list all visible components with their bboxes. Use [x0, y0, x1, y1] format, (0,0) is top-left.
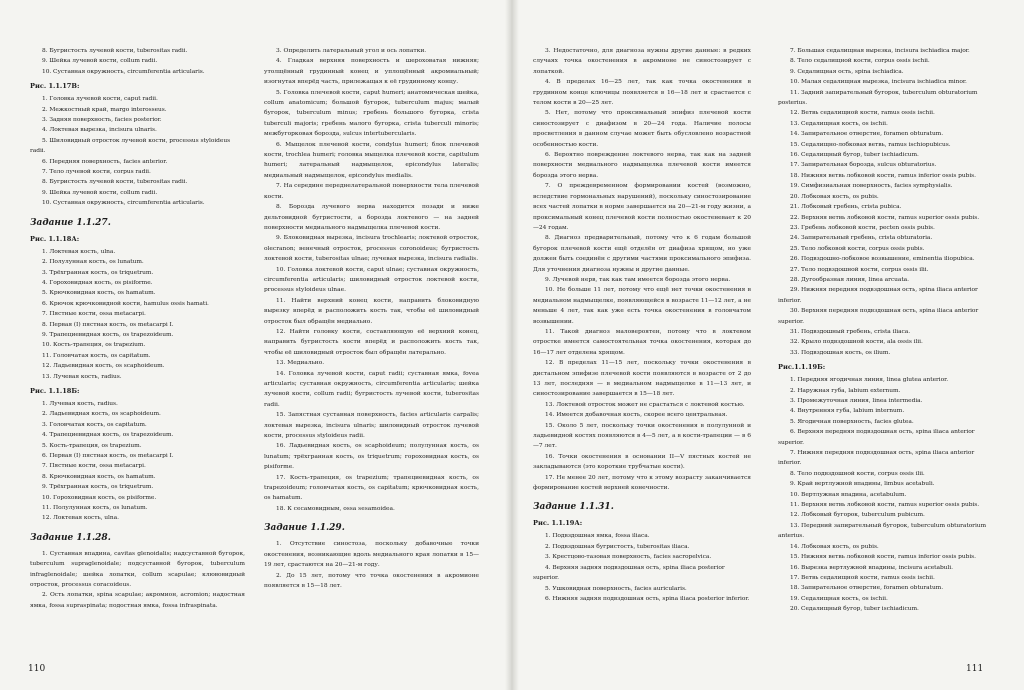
- list-item: 12. Ладьевидная кость, os scaphoideum.: [42, 363, 165, 370]
- answer-paragraph: 11. Такой диагноз маловероятен, потому что в локтевом отростке имеется самостоятельная точка окостенения, которая до 16—17 лет отделена хрящом.: [533, 328, 751, 356]
- list-item: 13. Лучевая кость, radius.: [42, 373, 122, 380]
- list-item: 28. Дугообразная линия, linea arcuata.: [790, 276, 909, 283]
- list-item: 27. Тело подвздошной кости, corpus ossis ilii.: [790, 266, 929, 273]
- list-item: 2. Наружная губа, labium externum.: [790, 387, 901, 394]
- list-item: 13. Передний запирательный бугорок, tuberculum obturatorium anterius.: [778, 522, 987, 540]
- list-item: 3. Задняя поверхность, facies posterior.: [42, 117, 162, 124]
- list-item: 1. Головка лучевой кости, caput radii.: [42, 96, 158, 103]
- list-item: 7. Тело лучевой кости, corpus radii.: [42, 169, 151, 176]
- list-item: 2. Полулунная кость, os lunatum.: [42, 259, 144, 266]
- answer-paragraph: 13. Медиально.: [276, 360, 325, 367]
- list-item: 1. Передняя ягодичная линия, linea glutea anterior.: [790, 377, 949, 384]
- list-item: 18. Запирательное отверстие, foramen obturatum.: [790, 585, 944, 592]
- list-item: 23. Гребень лобковой кости, pecten ossis pubis.: [790, 224, 935, 231]
- answer-paragraph: 10. Головка локтевой кости, caput ulnae; суставная окружность, circumferentia articularis; шиловидный отросток локтевой кости, processus styloideus ulnae.: [264, 266, 479, 294]
- answer-paragraph: 1. Суставная впадина, cavitas glenoidalis; надсуставной бугорок, tuberculum supraglenoidale; подсуставной бугорок, tuberculum infraglenoidale; шейка лопатки, collum scapulae; клювовидный отросток, processus coracoideus.: [30, 550, 245, 589]
- answer-paragraph: 5. Нет, потому что проксимальный эпифиз плечевой кости синостозирует с диафизом в 20—24 года. Наличие полосы просветления в данном случае может быть обусловлено возрастной особенностью кости.: [533, 110, 751, 148]
- list-item: 8. Тело седалищной кости, corpus ossis ischii.: [790, 58, 930, 65]
- list-item: 25. Тело лобковой кости, corpus ossis pubis.: [790, 245, 925, 252]
- list-item: 10. Суставная окружность, circumferentia articularis.: [42, 68, 205, 75]
- list-item: 4. Внутренняя губа, labium internum.: [790, 408, 905, 415]
- book-spine: [505, 0, 519, 690]
- list-item: 11. Полулунная кость, os lunatum.: [42, 505, 148, 512]
- list-item: 6. Нижняя задняя подвздошная ость, spina iliaca posterior inferior.: [545, 595, 750, 602]
- answer-paragraph: 4. Гладкая верхняя поверхность и шероховатая нижняя; утолщённый грудинный конец и уплощённый акромиальный; изогнутая вперёд часть, прилежащая к её грудинному концу.: [264, 58, 479, 86]
- list-item: 20. Седалищный бугор, tuber ischiadicum.: [790, 606, 919, 613]
- list-item: 6. Первая (I) пястная кость, os metacarpi I.: [42, 453, 174, 459]
- list-item: 19. Симфизиальная поверхность, facies symphysialis.: [790, 183, 953, 190]
- answer-paragraph: 8. Диагноз предварительный, потому что к 6 годам большой бугорок плечевой кости ещё отделён от диафиза хрящом, но уже должен быть соединён с другими частями проксимального эпифиза. Для уточнения диагноза нужны и другие данные.: [533, 235, 751, 273]
- answer-paragraph: 12. Найти головку кости, составляющую её верхний конец, направить бугристость кости вперёд и расположить кость так, чтобы её шиловидный отросток был обращён латерально.: [264, 328, 479, 356]
- list-item: 10. Кость-трапеция, os trapezium.: [42, 342, 146, 349]
- list-item: 14. Запирательное отверстие, foramen obturatum.: [790, 131, 944, 138]
- list-item: 15. Седалищно-лобковая ветвь, ramus ischiopubicus.: [790, 141, 951, 148]
- list-item: 2. Подвздошная бугристость, tuberositas iliaca.: [545, 543, 690, 550]
- answer-paragraph: 14. Имеется добавочная кость, скорее всего центральная.: [545, 412, 728, 419]
- list-item: 12. Локтевая кость, ulna.: [42, 515, 119, 522]
- list-item: 14. Лобковая кость, os pubis.: [790, 543, 879, 550]
- list-item: 5. Шиловидный отросток лучевой кости, processus styloideus radii.: [30, 137, 231, 155]
- figure-heading: Рис. 1.1.18А:: [30, 234, 80, 243]
- answer-paragraph: 8. Борозда лучевого нерва находится позади и ниже дельтовидной бугристости, а борозда локтевого — на задней поверхности медиального надмыщелка плечевой кости.: [264, 204, 479, 231]
- answer-paragraph: 12. В пределах 11—15 лет, поскольку точки окостенения в дистальном эпифизе плечевой кости появляются в возрасте от 2 до 13 лет, последняя — в медиальном надмыщелке в 11—13 лет, и синостозирование завершается в 15—18 лет.: [533, 360, 751, 398]
- list-item: 3. Трёхгранная кость, os triquetrum.: [42, 269, 154, 276]
- list-item: 10. Вертлужная впадина, acetabulum.: [790, 491, 907, 498]
- list-item: 29. Нижняя передняя подвздошная ость, spina iliaca anterior inferior.: [778, 287, 978, 304]
- list-item: 9. Трёхгранная кость, os triquetrum.: [42, 484, 154, 491]
- answer-paragraph: 17. Кость-трапеция, os trapezium; трапециевидная кость, os trapezoideum; головчатая кость, os capitatum; крючковидная кость, os hamatum.: [264, 474, 479, 502]
- list-item: 5. Ушковидная поверхность, facies auricularis.: [545, 585, 687, 592]
- list-item: 33. Подвздошная кость, os ilium.: [790, 349, 891, 356]
- list-item: 5. Ягодичная поверхность, facies glutea.: [790, 418, 914, 425]
- figure-heading: Рис.1.1.19Б:: [778, 363, 826, 372]
- answer-paragraph: 16. Точки окостенения в основании II—V пястных костей не закладываются (это короткие трубчатые кости).: [533, 453, 751, 471]
- answer-paragraph: 2. Ость лопатки, spina scapulae; акромион, acromion; надостная ямка, fossa supraspinata; подостная ямка, fossa infraspinata.: [30, 592, 245, 609]
- list-item: 8. Бугристость лучевой кости, tuberositas radii.: [42, 48, 188, 54]
- list-item: 11. Верхняя ветвь лобковой кости, ramus superior ossis pubis.: [790, 502, 980, 509]
- list-item: 2. Межкостный край, margo interosseus.: [42, 106, 167, 113]
- answer-paragraph: 17. Не менее 20 лет, потому что к этому возрасту заканчивается формирование костей верхней конечности.: [533, 474, 751, 492]
- list-item: 1. Локтевая кость, ulna.: [42, 248, 116, 255]
- list-item: 17. Ветвь седалищной кости, ramus ossis ischii.: [790, 574, 935, 581]
- list-item: 21. Лобковый гребень, crista pubica.: [790, 204, 902, 211]
- list-item: 9. Шейка лучевой кости, collum radii.: [42, 58, 158, 65]
- list-item: 9. Трапециевидная кость, os trapezoideum.: [42, 331, 174, 338]
- list-item: 9. Седалищная ость, spina ischiadica.: [790, 68, 904, 75]
- answer-paragraph: 9. Лучевой нерв, так как там имеется борозда этого нерва.: [545, 276, 731, 283]
- list-item: 12. Лобковый бугорок, tuberculum pubicum.: [790, 512, 925, 519]
- list-item: 4. Трапециевидная кость, os trapezoideum.: [42, 432, 174, 439]
- list-item: 13. Седалищная кость, os ischii.: [790, 120, 888, 127]
- answer-paragraph: 15. Запястная суставная поверхность, facies articularis carpalis; локтевая вырезка, incisura ulnaris; шиловидный отросток лучевой кости, processus styloideus radii.: [264, 412, 479, 440]
- answer-paragraph: 11. Найти верхний конец кости, направить блоковидную вырезку вперёд и расположить кость так, чтобы её шиловидный отросток был обращён медиально.: [264, 297, 479, 325]
- list-item: 22. Верхняя ветвь лобковой кости, ramus superior ossis pubis.: [790, 214, 980, 221]
- list-item: 11. Головчатая кость, os capitatum.: [42, 352, 151, 359]
- list-item: 32. Крыло подвздошной кости, ala ossis ilii.: [790, 339, 923, 346]
- list-item: 10. Малая седалищная вырезка, incisura ischiadica minor.: [790, 79, 967, 86]
- answer-paragraph: 7. О преждевременном формировании костей (возможно, вследствие гормональных нарушений), поскольку синостозирование всех частей лопатки в норме завершается на 20—21-м году жизни, а проксимальный конец плечевой кости полностью окостеневает к 20—24 годам.: [533, 183, 751, 231]
- figure-heading: Рис. 1.1.18Б:: [30, 386, 80, 395]
- list-item: 6. Крючок крючковидной кости, hamulus ossis hamati.: [42, 300, 209, 307]
- list-item: 19. Седалищная кость, os ischii.: [790, 595, 888, 602]
- left-page-number: 110: [28, 664, 46, 674]
- answer-paragraph: 16. Ладьевидная кость, os scaphoideum; полулунная кость, os lunatum; трёхгранная кость, os triquetrum; гороховидная кость, os pisiforme.: [264, 443, 479, 471]
- list-item: 1. Лучевая кость, radius.: [42, 400, 118, 407]
- answer-paragraph: 6. Мыщелок плечевой кости, condylus humeri; блок плечевой кости, trochlea humeri; головка мыщелка плечевой кости, capitulum humeri; латеральный надмыщелок, epicondylus lateralis; медиальный надмыщелок, epicondylus medialis.: [264, 141, 479, 179]
- list-item: 8. Крючковидная кость, os hamatum.: [42, 473, 156, 480]
- list-item: 11. Задний запирательный бугорок, tuberculum obturatorium posterius.: [778, 89, 978, 107]
- figure-heading: Рис. 1.1.19А:: [533, 519, 583, 528]
- list-item: 31. Подвздошный гребень, crista iliaca.: [790, 328, 911, 335]
- list-item: 5. Крючковидная кость, os hamatum.: [42, 290, 156, 297]
- list-item: 17. Запирательная борозда, sulcus obturatorius.: [790, 162, 937, 169]
- list-item: 12. Ветвь седалищной кости, ramus ossis ischii.: [790, 110, 935, 117]
- list-item: 6. Передняя поверхность, facies anterior.: [42, 158, 168, 165]
- list-item: 5. Кость-трапеция, os trapezium.: [42, 442, 142, 449]
- list-item: 9. Шейка лучевой кости, collum radii.: [42, 189, 158, 196]
- list-item: 20. Лобковая кость, os pubis.: [790, 193, 879, 200]
- list-item: 9. Край вертлужной впадины, limbus acetabuli.: [790, 481, 935, 488]
- left-page-column-2: [264, 46, 479, 591]
- list-item: 7. Большая седалищная вырезка, incisura ischiadica major.: [790, 48, 970, 54]
- answer-paragraph: 1. Отсутствие синостоза, поскольку добавочные точки окостенения, возникающие вдоль медиального края лопатки в 15—19 лет, срастаются на 20—21-м году.: [264, 541, 479, 569]
- list-item: 8. Тело подвздошной кости, corpus ossis ilii.: [790, 470, 925, 477]
- list-item: 16. Седалищный бугор, tuber ischiadicum.: [790, 152, 919, 159]
- list-item: 2. Ладьевидная кость, os scaphoideum.: [42, 411, 161, 418]
- list-item: 15. Нижняя ветвь лобковой кости, ramus inferior ossis pubis.: [790, 554, 976, 561]
- list-item: 24. Запирательный гребень, crista obturatoria.: [790, 235, 933, 242]
- answer-paragraph: 3. Недостаточно, для диагноза нужны другие данные: в редких случаях точка окостенения в акромионе не синостозирует с лопаткой.: [533, 48, 751, 75]
- list-item: 4. Гороховидная кость, os pisiforme.: [42, 279, 153, 286]
- list-item: 1. Подвздошная ямка, fossa iliaca.: [545, 533, 650, 540]
- list-item: 16. Вырезка вертлужной впадины, incisura acetabuli.: [790, 564, 953, 571]
- left-page-column-1: [30, 46, 245, 611]
- answer-paragraph: 3. Определить латеральный угол и ось лопатки.: [276, 48, 427, 54]
- list-item: 7. Пястные кости, ossa metacarpi.: [42, 311, 146, 318]
- answer-paragraph: 18. К сесамовидным, ossa sesamoidea.: [276, 505, 395, 512]
- list-item: 8. Бугристость лучевой кости, tuberositas radii.: [42, 179, 188, 186]
- list-item: 3. Головчатая кость, os capitatum.: [42, 421, 147, 428]
- answer-paragraph: 2. До 15 лет, потому что точка окостенения в акромионе появляется в 15—18 лет.: [264, 572, 479, 589]
- list-item: 18. Нижняя ветвь лобковой кости, ramus inferior ossis pubis.: [790, 172, 976, 179]
- list-item: 8. Первая (I) пястная кость, os metacarpi I.: [42, 321, 174, 328]
- answer-paragraph: 13. Локтевой отросток может не срастаться с локтевой костью.: [545, 401, 745, 408]
- list-item: 30. Верхняя передняя подвздошная ость, spina iliaca anterior superior.: [778, 308, 979, 325]
- answer-paragraph: 5. Головка плечевой кости, caput humeri; анатомическая шейка, collum anatomicum; большой бугорок, tuberculum majus; малый бугорок, tuberculum minus; гребень большого бугорка, crista tuberculi majoris; гребень малого бугорка, crista tuberculi minoris; межбугорковая борозда, sulcus intertubercularis.: [264, 89, 479, 138]
- list-item: 10. Гороховидная кость, os pisiforme.: [42, 494, 157, 501]
- list-item: 7. Пястные кости, ossa metacarpi.: [42, 463, 146, 470]
- figure-heading: Рис. 1.1.17В:: [30, 82, 80, 91]
- list-item: 3. Промежуточная линия, linea intermedia.: [790, 398, 923, 404]
- list-item: 4. Локтевая вырезка, incisura ulnaris.: [42, 127, 157, 134]
- task-heading: Задание 1.1.28.: [30, 532, 111, 543]
- answer-paragraph: 7. На середине переднелатеральной поверхности тела плечевой кости.: [264, 183, 479, 200]
- list-item: 26. Подвздошно-лобковое возвышение, eminentia iliopubica.: [790, 256, 975, 263]
- answer-paragraph: 10. Не больше 11 лет, потому что ещё нет точки окостенения в медиальном надмыщелке, появляющейся в возрасте 11—12 лет, а не меньше 4 лет, так как уже есть точка окостенения в головчатом возвышении.: [533, 287, 751, 325]
- right-page-number: 111: [966, 664, 984, 674]
- answer-paragraph: 14. Головка лучевой кости, caput radii; суставная ямка, fovea articularis; суставная окружность, circumferentia articularis; шейка лучевой кости, collum radii; бугристость лучевой кости, tuberositas radii.: [264, 370, 479, 408]
- list-item: 3. Крестцово-тазовая поверхность, facies sacropelvica.: [545, 554, 712, 561]
- list-item: 7. Нижняя передняя подвздошная ость, spina iliaca anterior inferior.: [778, 450, 975, 467]
- list-item: 10. Суставная окружность, circumferentia articularis.: [42, 200, 205, 207]
- answer-paragraph: 9. Блоковидная вырезка, incisura trochlearis; локтевой отросток, olecranon; венечный отросток, processus coronoideus; бугристость локтевой кости, tuberositas ulnae; лучевая вырезка, incisura radialis.: [264, 235, 479, 263]
- task-heading: Задание 1.1.27.: [30, 217, 111, 228]
- list-item: 6. Верхняя передняя подвздошная ость, spina iliaca anterior superior.: [778, 429, 975, 446]
- right-page-column-2: [778, 46, 996, 615]
- answer-paragraph: 15. Около 5 лет, поскольку точки окостенения в полулунной и ладьевидной костях появляются в 4—5 лет, а в кости-трапеции — в 6—7 лет.: [533, 422, 751, 450]
- answer-paragraph: 4. В пределах 16—25 лет, так как точка окостенения в грудинном конце ключицы появляется в 16—18 лет и срастается с телом кости в 20—25 лет.: [533, 79, 751, 107]
- list-item: 4. Верхняя задняя подвздошная ость, spina iliaca posterior superior.: [533, 564, 725, 582]
- right-page-column-1: [533, 46, 751, 604]
- task-heading: Задание 1.1.29.: [264, 523, 345, 534]
- answer-paragraph: 6. Вероятно повреждение локтевого нерва, так как на задней поверхности медиального надмыщелка плечевой кости имеется борозда этого нерва.: [533, 152, 751, 179]
- task-heading: Задание 1.1.31.: [533, 502, 614, 513]
